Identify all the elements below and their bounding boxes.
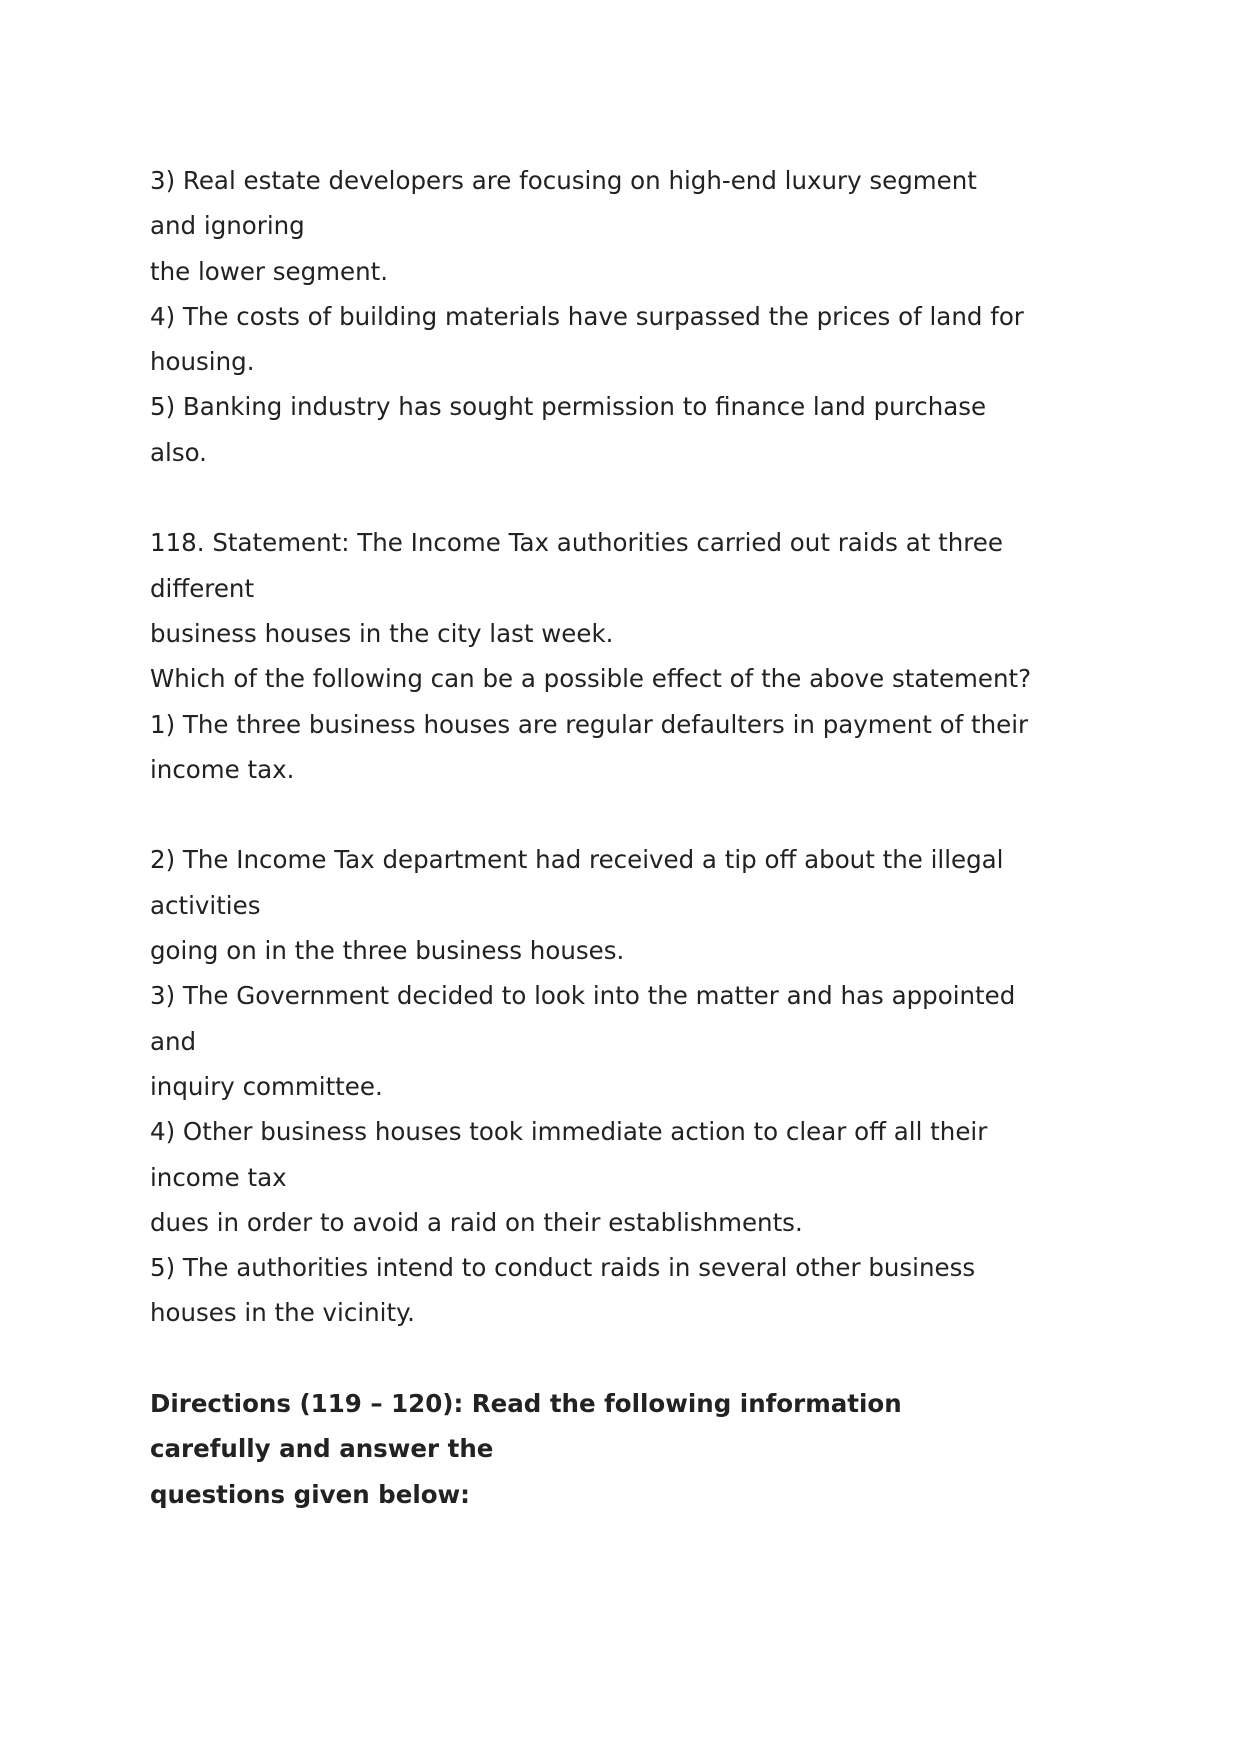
blank-line xyxy=(150,792,1150,837)
text-line: questions given below: xyxy=(150,1479,470,1509)
text-line: 4) The costs of building materials have surpassed the prices of land for xyxy=(150,301,1024,331)
text-line: inquiry committee. xyxy=(150,1071,383,1101)
text-line: 4) Other business houses took immediate action to clear off all their xyxy=(150,1117,988,1147)
blank-line xyxy=(150,1336,1150,1381)
q117-option-5 xyxy=(150,384,1150,475)
text-line: activities xyxy=(150,890,261,920)
text-line: Directions (119 – 120): Read the following information xyxy=(150,1389,902,1419)
text-line: houses in the vicinity. xyxy=(150,1298,415,1328)
text-line: different xyxy=(150,573,255,603)
q118-option-3 xyxy=(150,973,1150,1109)
text-line: 3) The Government decided to look into the matter and has appointed xyxy=(150,981,1016,1011)
q118-question: Which of the following can be a possible effect of the above statement? xyxy=(150,664,1032,694)
text-line: and xyxy=(150,1026,197,1056)
q118-option-2 xyxy=(150,837,1150,973)
q118-option-4 xyxy=(150,1109,1150,1245)
text-line: carefully and answer the xyxy=(150,1434,494,1464)
q117-option-3 xyxy=(150,158,1150,294)
q118-option-5 xyxy=(150,1245,1150,1336)
text-line: 3) Real estate developers are focusing on high-end luxury segment xyxy=(150,166,977,195)
text-line: income tax. xyxy=(150,754,295,784)
q118-statement xyxy=(150,520,1150,656)
text-line: also. xyxy=(150,437,207,467)
document-page xyxy=(150,158,1150,1517)
text-line: and ignoring xyxy=(150,211,305,241)
text-line: income tax xyxy=(150,1162,287,1192)
text-line: dues in order to avoid a raid on their establishments. xyxy=(150,1207,803,1237)
directions-heading xyxy=(150,1381,1150,1517)
q118-option-1 xyxy=(150,702,1150,793)
text-line: 5) The authorities intend to conduct raids in several other business xyxy=(150,1253,976,1283)
text-line: 118. Statement: The Income Tax authorities carried out raids at three xyxy=(150,528,1003,558)
blank-line xyxy=(150,475,1150,520)
text-line: 1) The three business houses are regular defaulters in payment of their xyxy=(150,709,1029,739)
text-line: going on in the three business houses. xyxy=(150,936,625,966)
text-line: housing. xyxy=(150,347,255,377)
text-line: 2) The Income Tax department had received a tip off about the illegal xyxy=(150,845,1004,875)
text-line: business houses in the city last week. xyxy=(150,618,614,648)
text-line: 5) Banking industry has sought permission to finance land purchase xyxy=(150,392,987,422)
q117-option-4 xyxy=(150,294,1150,385)
text-line: the lower segment. xyxy=(150,256,389,286)
